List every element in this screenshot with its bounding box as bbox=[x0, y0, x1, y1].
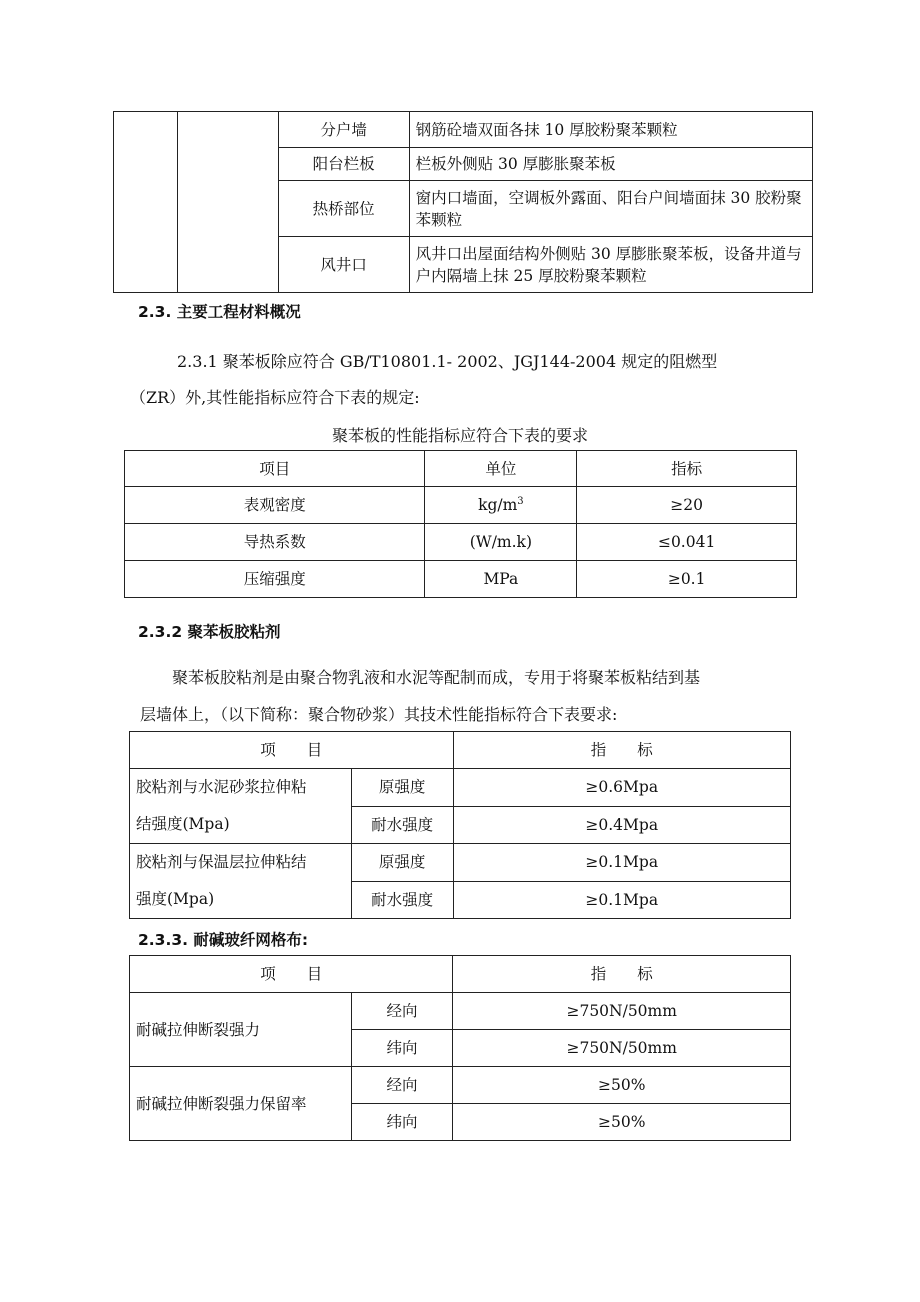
table-cell-desc: 窗内口墙面，空调板外露面、阳台户间墙面抹 30 胶粉聚苯颗粒 bbox=[409, 181, 812, 237]
table-cell-value: ≥0.1Mpa bbox=[453, 844, 791, 882]
group-name-line: 胶粘剂与水泥砂浆拉伸粘 bbox=[136, 778, 307, 796]
table-cell-sub: 耐水强度 bbox=[351, 806, 453, 844]
table-cell-item: 风井口 bbox=[278, 237, 409, 293]
merged-cell-left bbox=[114, 112, 178, 293]
fiberglass-mesh-spec-table bbox=[129, 955, 791, 1141]
table-cell-item: 热桥部位 bbox=[278, 181, 409, 237]
table-caption: 聚苯板的性能指标应符合下表的要求 bbox=[331, 426, 588, 445]
table-row bbox=[130, 993, 791, 1030]
table-cell-sub: 纬向 bbox=[351, 1030, 453, 1067]
table-header: 项 目 bbox=[130, 956, 453, 993]
section-heading-2-3-2: 2.3.2 聚苯板胶粘剂 bbox=[138, 623, 281, 641]
unit-superscript: 3 bbox=[517, 495, 524, 507]
unit-text: kg/m bbox=[478, 496, 518, 514]
polystyrene-board-spec-table bbox=[124, 450, 797, 598]
table-cell-value: ≥50% bbox=[453, 1067, 791, 1104]
table-cell-unit bbox=[425, 487, 577, 524]
table-row bbox=[130, 844, 791, 882]
table-cell-item: 阳台栏板 bbox=[278, 148, 409, 181]
table-header: 指 标 bbox=[453, 956, 791, 993]
table-row bbox=[130, 769, 791, 807]
table-cell-value: ≥750N/50mm bbox=[453, 993, 791, 1030]
insulation-parts-table bbox=[113, 111, 813, 293]
table-cell-desc: 风井口出屋面结构外侧贴 30 厚膨胀聚苯板，设备井道与户内隔墙上抹 25 厚胶粉聚苯颗粒 bbox=[409, 237, 812, 293]
section-heading-2-3-3: 2.3.3. 耐碱玻纤网格布: bbox=[138, 931, 309, 949]
table-header: 项目 bbox=[125, 451, 425, 487]
table-cell-unit: MPa bbox=[425, 561, 577, 598]
table-cell-group bbox=[130, 844, 352, 919]
table-cell-value: ≤0.041 bbox=[577, 524, 797, 561]
table-cell-value: ≥20 bbox=[577, 487, 797, 524]
table-cell-item: 分户墙 bbox=[278, 112, 409, 148]
section-heading-2-3: 2.3. 主要工程材料概况 bbox=[138, 303, 301, 321]
table-cell-value: ≥0.6Mpa bbox=[453, 769, 791, 807]
table-cell-value: ≥50% bbox=[453, 1104, 791, 1141]
table-cell-group: 耐碱拉伸断裂强力 bbox=[130, 993, 352, 1067]
table-row bbox=[130, 1067, 791, 1104]
table-cell-sub: 经向 bbox=[351, 1067, 453, 1104]
merged-cell-middle bbox=[177, 112, 278, 293]
group-name-line: 强度(Mpa) bbox=[136, 890, 215, 908]
table-cell-value: ≥0.4Mpa bbox=[453, 806, 791, 844]
table-cell-value: ≥0.1 bbox=[577, 561, 797, 598]
paragraph-line: 聚苯板胶粘剂是由聚合物乳液和水泥等配制而成，专用于将聚苯板粘结到基 bbox=[172, 668, 701, 687]
table-cell-value: ≥750N/50mm bbox=[453, 1030, 791, 1067]
paragraph-line: 2.3.1 聚苯板除应符合 GB/T10801.1- 2002、JGJ144-2004 规定的阻燃型 bbox=[177, 352, 718, 371]
group-name-line: 结强度(Mpa) bbox=[136, 815, 230, 833]
table-header: 单位 bbox=[425, 451, 577, 487]
table-cell-group bbox=[130, 769, 352, 844]
group-name-line: 胶粘剂与保温层拉伸粘结 bbox=[136, 853, 307, 871]
table-header: 指标 bbox=[577, 451, 797, 487]
table-row bbox=[125, 561, 797, 598]
table-cell-desc: 栏板外侧贴 30 厚膨胀聚苯板 bbox=[409, 148, 812, 181]
adhesive-spec-table bbox=[129, 731, 791, 919]
table-cell-desc: 钢筋砼墙双面各抹 10 厚胶粉聚苯颗粒 bbox=[409, 112, 812, 148]
table-row bbox=[125, 487, 797, 524]
table-header: 项 目 bbox=[130, 732, 454, 769]
table-cell-sub: 原强度 bbox=[351, 769, 453, 807]
table-header: 指 标 bbox=[453, 732, 791, 769]
table-cell-item: 压缩强度 bbox=[125, 561, 425, 598]
table-cell-unit: (W/m.k) bbox=[425, 524, 577, 561]
table-cell-item: 表观密度 bbox=[125, 487, 425, 524]
paragraph-line: （ZR）外,其性能指标应符合下表的规定: bbox=[130, 388, 420, 407]
table-cell-item: 导热系数 bbox=[125, 524, 425, 561]
table-cell-sub: 纬向 bbox=[351, 1104, 453, 1141]
table-cell-sub: 耐水强度 bbox=[351, 881, 453, 919]
table-row bbox=[125, 524, 797, 561]
paragraph-line: 层墙体上，（以下简称：聚合物砂浆）其技术性能指标符合下表要求: bbox=[140, 705, 618, 724]
table-cell-value: ≥0.1Mpa bbox=[453, 881, 791, 919]
table-cell-sub: 经向 bbox=[351, 993, 453, 1030]
table-cell-group: 耐碱拉伸断裂强力保留率 bbox=[130, 1067, 352, 1141]
table-cell-sub: 原强度 bbox=[351, 844, 453, 882]
